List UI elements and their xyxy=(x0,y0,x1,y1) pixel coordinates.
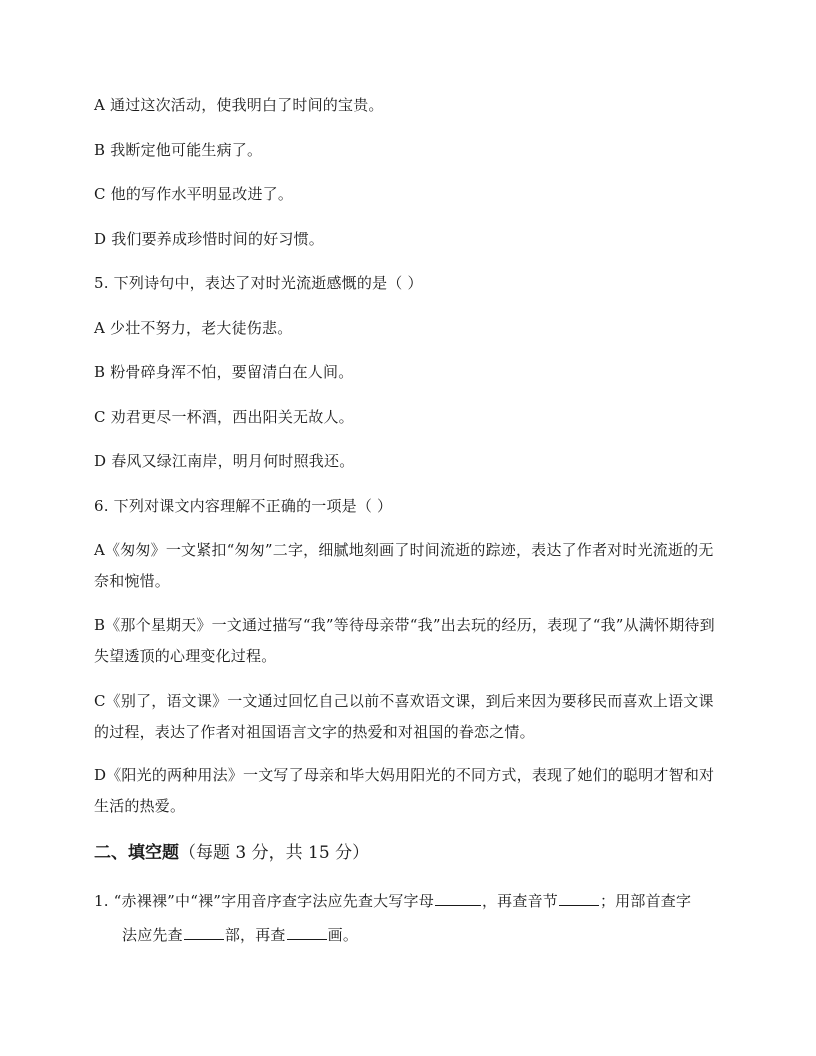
q6-option-a: A《匆匆》一文紧扣“匆匆”二字，细腻地刻画了时间流逝的踪迹，表达了作者对时光流逝的无奈和惋惜。 xyxy=(94,541,714,590)
q5-stem: 5. 下列诗句中，表达了对时光流逝感慨的是（ ） xyxy=(94,274,423,292)
section-title xyxy=(94,842,369,864)
fill-text-3: ；用部首查字 xyxy=(599,892,692,910)
fill-question-1-line-2 xyxy=(94,918,724,952)
fill-text-2: ，再查音节 xyxy=(481,892,558,910)
answer-blank-radical[interactable] xyxy=(184,925,224,940)
q5-option-c: C 劝君更尽一杯酒，西出阳关无故人。 xyxy=(94,408,354,426)
q4-option-b: B 我断定他可能生病了。 xyxy=(94,141,263,159)
section-scoring-note: （每题 3 分，共 15 分） xyxy=(179,843,370,863)
section-heading: 二、填空题 xyxy=(94,843,179,863)
q4-option-c: C 他的写作水平明显改进了。 xyxy=(94,185,294,203)
fill-text-6: 画。 xyxy=(327,926,359,944)
q5-option-a: A 少壮不努力，老大徒伤悲。 xyxy=(94,319,293,337)
fill-text-1: 1. “赤裸裸”中“裸”字用音序查字法应先查大写字母 xyxy=(94,892,434,910)
q5-option-b: B 粉骨碎身浑不怕，要留清白在人间。 xyxy=(94,363,354,381)
answer-blank-strokes[interactable] xyxy=(287,925,327,940)
q6-option-c: C《别了，语文课》一文通过回忆自己以前不喜欢语文课，到后来因为要移民而喜欢上语文课的过程，表达了作者对祖国语言文字的热爱和对祖国的眷恋之情。 xyxy=(94,692,714,741)
q6-option-d: D《阳光的两种用法》一文写了母亲和毕大妈用阳光的不同方式，表现了她们的聪明才智和对生活的热爱。 xyxy=(94,766,715,815)
answer-blank-syllable[interactable] xyxy=(559,891,599,906)
answer-blank-letter[interactable] xyxy=(435,891,481,906)
q4-option-a: A 通过这次活动，使我明白了时间的宝贵。 xyxy=(94,96,384,114)
fill-question-1 xyxy=(94,884,724,952)
q5-option-d: D 春风又绿江南岸，明月何时照我还。 xyxy=(94,452,355,470)
fill-text-5: 部，再查 xyxy=(224,926,286,944)
fill-text-4: 法应先查 xyxy=(122,926,183,944)
q4-option-d: D 我们要养成珍惜时间的好习惯。 xyxy=(94,230,324,248)
q6-option-b: B《那个星期天》一文通过描写“我”等待母亲带“我”出去玩的经历，表现了“我”从满怀期待到失望透顶的心理变化过程。 xyxy=(94,616,715,665)
q6-stem: 6. 下列对课文内容理解不正确的一项是（ ） xyxy=(94,497,393,515)
